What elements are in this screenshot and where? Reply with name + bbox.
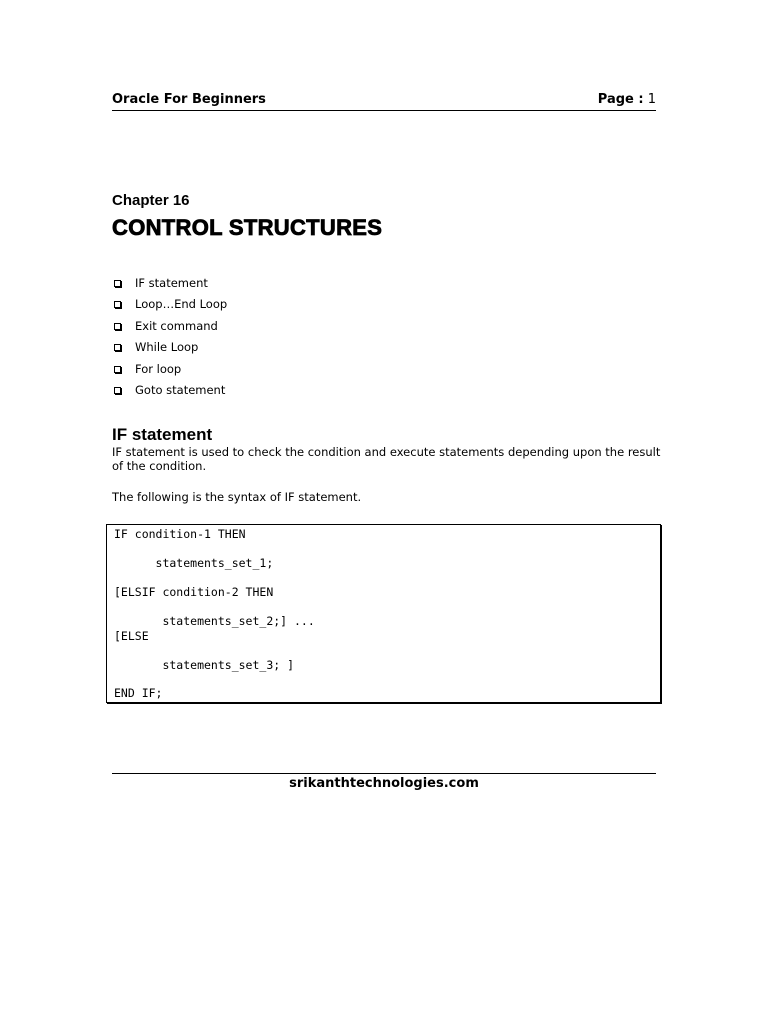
footer-site: srikanthtechnologies.com (289, 776, 479, 791)
topic-label: Loop…End Loop (135, 297, 228, 312)
chapter-number: Chapter 16 (112, 192, 190, 209)
description-line: of the condition. (112, 458, 207, 473)
code-line: END IF; (114, 686, 163, 700)
topic-item (112, 338, 227, 359)
topic-item (112, 381, 227, 402)
topic-item (112, 274, 227, 295)
page-indicator (598, 92, 656, 108)
topic-item (112, 360, 227, 381)
topic-item (112, 295, 227, 316)
section-description (112, 446, 662, 473)
section-heading: IF statement (112, 425, 213, 444)
square-bullet-icon (114, 387, 121, 394)
footer-divider (112, 773, 656, 774)
topic-list (112, 274, 227, 402)
document-title: Oracle For Beginners (112, 92, 266, 107)
square-bullet-icon (114, 301, 121, 308)
chapter-title: CONTROL STRUCTURES (112, 215, 383, 240)
page-label: Page : (597, 92, 644, 107)
square-bullet-icon (114, 366, 121, 373)
code-line: statements_set_2;] ... (114, 614, 315, 628)
code-line: statements_set_3; ] (114, 658, 295, 672)
topic-label: Exit command (135, 318, 218, 333)
square-bullet-icon (114, 280, 121, 287)
syntax-intro: The following is the syntax of IF statement. (112, 490, 362, 504)
topic-label: While Loop (135, 340, 199, 355)
square-bullet-icon (114, 323, 121, 330)
page-header (112, 92, 656, 111)
topic-label: Goto statement (135, 382, 226, 397)
code-line: [ELSE (114, 629, 149, 643)
code-line: IF condition-1 THEN (114, 527, 246, 541)
topic-label: For loop (135, 361, 182, 376)
code-line: [ELSIF condition-2 THEN (114, 585, 274, 599)
topic-label: IF statement (135, 276, 208, 290)
page-number: 1 (647, 92, 656, 107)
square-bullet-icon (114, 344, 121, 351)
description-line: IF statement is used to check the condition and execute statements depending upon the result (112, 445, 661, 459)
code-line: statements_set_1; (114, 556, 274, 570)
syntax-code-box (106, 524, 661, 703)
topic-item (112, 317, 227, 338)
